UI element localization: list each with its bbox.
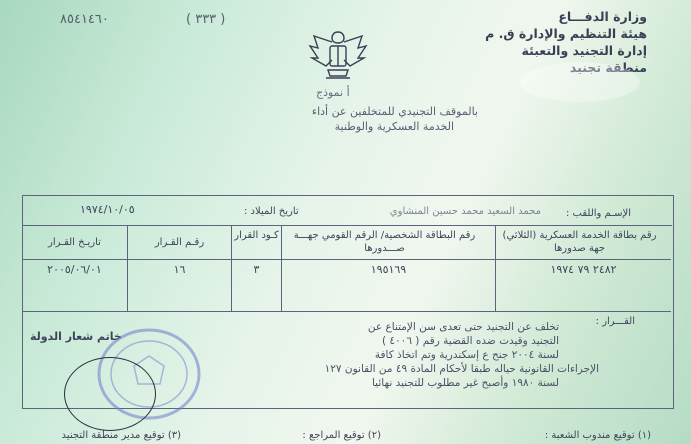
copy-number: ( ٣٣٣ ): [186, 12, 226, 27]
decision-text: [267, 320, 599, 390]
form-model-label: أ نموذج: [316, 86, 350, 99]
decision-line: تخلف عن التجنيد حتى تعدى سن الإمتناع عن: [367, 321, 559, 333]
decision-line: لسنة ١٩٨٠ وأصبح غير مطلوب للتجنيد نهائيا: [371, 377, 559, 389]
issuer-line: منطقة تجنيد: [569, 60, 647, 75]
name-label: الإسـم واللقب :: [565, 208, 631, 219]
name-value: محمد السعيد محمد حسين المنشاوي: [389, 206, 541, 217]
eagle-emblem-icon: [306, 26, 370, 86]
serial-number: ٨٥٤١٤٦٠: [60, 12, 109, 27]
header-id-no: رقم البطاقة الشخصية/ الرقم القومي جهـــة صـــدورها: [282, 225, 496, 260]
issuer-line: وزارة الدفـــاع: [558, 9, 647, 24]
cell-decision-code: ٣: [232, 259, 282, 312]
footer-field-2: (٢) توقيع المراجع :: [302, 430, 381, 441]
cell-id-no: ١٩٥١٦٩: [282, 259, 496, 312]
header-decision-no: رقـم القـرار: [128, 225, 232, 260]
decision-line: الإجراءات القانونية حياله طبقا لأحكام المادة ٤٩ من القانون ١٢٧: [324, 363, 599, 375]
footer-field-3: (٣) توقيع مدير منطقة التجنيد: [61, 430, 181, 441]
header-decision-code: كـود القرار: [232, 225, 282, 260]
cell-decision-no: ١٦: [128, 259, 232, 312]
footer-field-1: (١) توقيع مندوب الشعبة :: [544, 430, 651, 441]
subject-line: بالموقف التجنيدي للمتخلفين عن أداء: [311, 105, 478, 118]
header-card-no: رقم بطاقة الخدمة العسكرية (الثلاثي) جهة صدورها: [496, 225, 671, 260]
document-subject: [288, 104, 478, 134]
cell-decision-date: ٢٠٠٥/٠٦/٠١: [22, 259, 128, 312]
issuer-line: إدارة التجنيد والتعبئة: [521, 43, 647, 58]
dob-label: تاريخ الميلاد :: [244, 206, 299, 217]
decision-line: التجنيد وقيدت ضده القضية رقم ( ٤٠٠٦ ): [381, 335, 559, 347]
subject-line: الخدمة العسكرية والوطنية: [334, 120, 454, 133]
decision-line: لسنة ٢٠٠٤ جنح ع إسكندرية وتم اتخاذ كافة: [374, 349, 559, 361]
signature-circle: [64, 357, 156, 431]
faded-stamp: [520, 62, 640, 102]
header-decision-date: تاريـخ القـرار: [22, 225, 128, 260]
cell-card-no: ٢٤٨٢ ٧٩ ١٩٧٤: [496, 259, 671, 312]
decision-label: القـــرار :: [595, 316, 635, 327]
seal-label: خاتم شعار الدولة: [30, 330, 122, 343]
issuer-line: هيئة التنظيم والإدارة ق. م: [485, 26, 647, 41]
dob-value: ١٩٧٤/١٠/٠٥: [80, 203, 135, 216]
